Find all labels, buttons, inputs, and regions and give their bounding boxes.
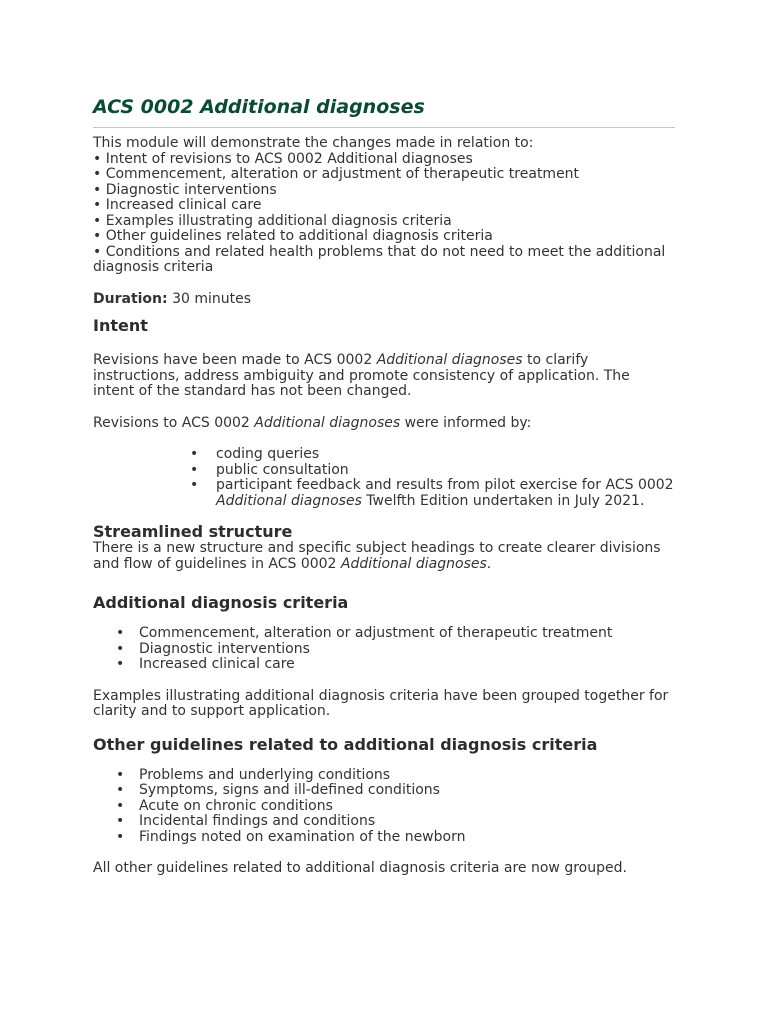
- duration-label: Duration:: [93, 290, 168, 307]
- criteria-heading: Additional diagnosis criteria: [93, 593, 349, 612]
- intent-text: were informed by:: [400, 414, 532, 431]
- list-item: [93, 478, 675, 509]
- intent-paragraph-2: [93, 416, 675, 432]
- streamlined-heading: Streamlined structure: [93, 522, 293, 541]
- streamlined-paragraph: [93, 541, 675, 572]
- list-item: • public consultation: [93, 463, 675, 479]
- criteria-list: [93, 626, 675, 673]
- intro-section: [93, 136, 675, 276]
- document-content: [93, 96, 675, 877]
- sources-list: [93, 447, 675, 509]
- list-item: • Problems and underlying conditions: [93, 768, 675, 784]
- intent-text: to clarify instructions, address ambiguity and promote consistency of application. The intent of the standard has not been changed.: [93, 352, 630, 399]
- intent-text-italic: Additional diagnoses: [376, 352, 523, 368]
- list-item: • Findings noted on examination of the newborn: [93, 830, 675, 846]
- page-title: ACS 0002 Additional diagnoses: [93, 96, 425, 118]
- list-item: • Commencement, alteration or adjustment of therapeutic treatment: [93, 626, 675, 642]
- other-guidelines-note: All other guidelines related to additional diagnosis criteria are now grouped.: [93, 860, 627, 876]
- intro-item: • Increased clinical care: [93, 197, 262, 213]
- intent-heading: Intent: [93, 316, 148, 335]
- streamlined-text-italic: Additional diagnoses: [340, 555, 487, 572]
- intent-paragraph-1: [93, 353, 675, 400]
- streamlined-text: There is a new structure and specific subject headings to create clearer divisions and flow of guidelines in ACS 0002: [93, 540, 661, 572]
- intro-item: • Conditions and related health problems that do not need to meet the additional diagnosis criteria: [93, 243, 666, 275]
- list-item: • Symptoms, signs and ill-defined conditions: [93, 783, 675, 799]
- intro-item: • Commencement, alteration or adjustment of therapeutic treatment: [93, 166, 580, 182]
- intro-lead: This module will demonstrate the changes made in relation to:: [93, 135, 534, 151]
- intent-text: Revisions to ACS 0002: [93, 414, 255, 431]
- title-divider: [93, 127, 675, 128]
- duration-value: 30 minutes: [167, 290, 252, 307]
- list-item-italic: Additional diagnoses: [216, 492, 362, 509]
- list-item: • Increased clinical care: [93, 657, 675, 673]
- list-item: • coding queries: [93, 447, 675, 463]
- list-item-text: Twelfth Edition undertaken in July 2021.: [361, 492, 645, 509]
- intro-item: • Diagnostic interventions: [93, 181, 277, 198]
- other-guidelines-heading: Other guidelines related to additional diagnosis criteria: [93, 734, 598, 754]
- intent-text-italic: Additional diagnoses: [254, 414, 401, 431]
- intent-text: Revisions have been made to ACS 0002: [93, 352, 377, 368]
- list-item-text: participant feedback and results from pilot exercise for ACS 0002: [216, 477, 674, 493]
- duration-line: [93, 292, 675, 308]
- intro-item: • Other guidelines related to additional diagnosis criteria: [93, 228, 493, 244]
- list-item: • Diagnostic interventions: [93, 642, 675, 658]
- streamlined-text: .: [486, 555, 492, 572]
- intro-item: • Intent of revisions to ACS 0002 Additional diagnoses: [93, 150, 473, 167]
- criteria-note: Examples illustrating additional diagnosis criteria have been grouped together for clarity and to support application.: [93, 687, 669, 719]
- other-guidelines-list: [93, 768, 675, 846]
- list-item: • Incidental findings and conditions: [93, 814, 675, 830]
- intro-item: • Examples illustrating additional diagnosis criteria: [93, 212, 452, 229]
- list-item: • Acute on chronic conditions: [93, 799, 675, 815]
